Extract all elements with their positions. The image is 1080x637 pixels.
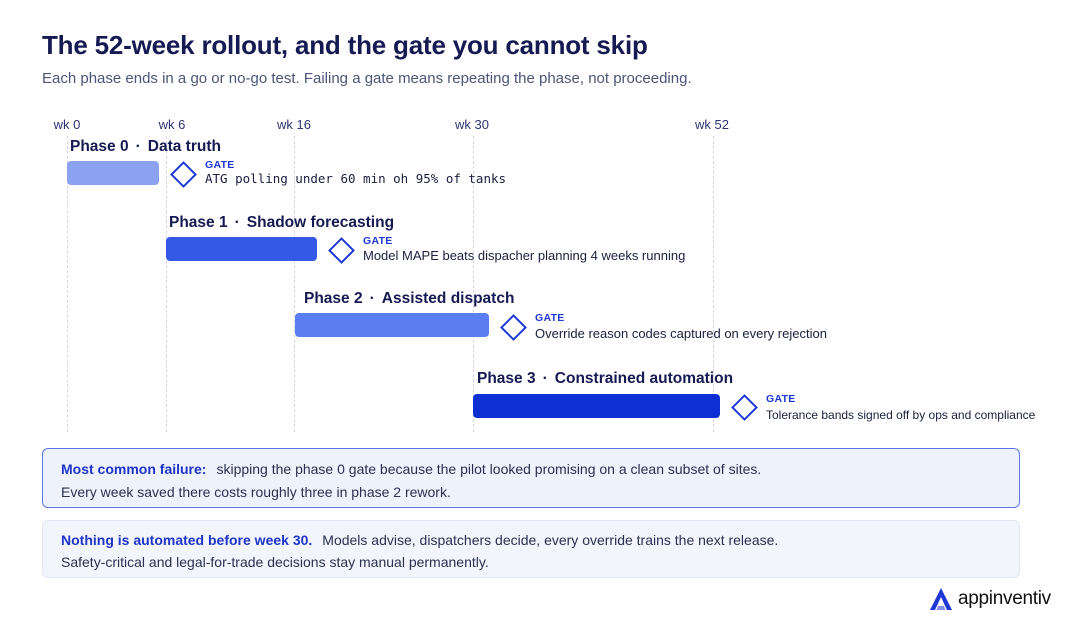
page-title: The 52-week rollout, and the gate you cannot skip [42, 30, 648, 60]
automation-callout-line-2: Safety-critical and legal-for-trade decisions stay manual permanently. [61, 554, 489, 570]
phase-0-bar [67, 161, 159, 185]
phase-3-gate-tag: GATE [766, 393, 796, 405]
phase-3-title: Phase 3 · Constrained automation [477, 370, 734, 387]
phase-2-gate-tag: GATE [535, 312, 565, 324]
phase-1-bar [166, 237, 317, 261]
phase-2-gate-diamond-icon [500, 314, 527, 341]
week-label-6: wk 6 [158, 117, 186, 132]
phase-0-gate-diamond-icon [170, 161, 197, 188]
phase-2-title: Phase 2 · Assisted dispatch [304, 290, 515, 307]
phase-3-gate-text: Tolerance bands signed off by ops and compliance [766, 408, 1036, 422]
phase-1-gate-tag: GATE [363, 235, 393, 247]
brand-name: appinventiv [958, 588, 1051, 609]
brand-logo [928, 586, 1051, 612]
failure-callout [42, 448, 1020, 508]
week-label-16: wk 16 [277, 117, 311, 132]
week-gridline-6 [166, 136, 167, 432]
automation-callout-line-1 [61, 532, 778, 548]
phase-2-gate-text: Override reason codes captured on every rejection [535, 326, 827, 341]
automation-callout [42, 520, 1020, 578]
phase-1-title: Phase 1 · Shadow forecasting [169, 214, 395, 231]
week-label-52: wk 52 [695, 117, 729, 132]
phase-0-gate-tag: GATE [205, 159, 235, 171]
week-label-30: wk 30 [455, 117, 489, 132]
automation-callout-text: Models advise, dispatchers decide, every override trains the next release. [322, 532, 779, 548]
failure-callout-label: Most common failure: [61, 461, 207, 477]
page-subtitle: Each phase ends in a go or no-go test. Failing a gate means repeating the phase, not proceeding. [42, 70, 692, 87]
phase-3-bar [473, 394, 720, 418]
phase-2-bar [295, 313, 489, 337]
phase-1-gate-diamond-icon [328, 237, 355, 264]
failure-callout-text: skipping the phase 0 gate because the pilot looked promising on a clean subset of sites. [216, 461, 762, 477]
automation-callout-label: Nothing is automated before week 30. [61, 532, 313, 548]
phase-0-title: Phase 0 · Data truth [70, 138, 221, 155]
phase-3-gate-diamond-icon [731, 394, 758, 421]
appinventiv-logo-icon [928, 586, 954, 612]
phase-0-gate-text: ATG polling under 60 min oh 95% of tanks [205, 171, 507, 186]
failure-callout-line-2: Every week saved there costs roughly three in phase 2 rework. [61, 484, 451, 500]
week-label-0: wk 0 [53, 117, 81, 132]
phase-1-gate-text: Model MAPE beats dispacher planning 4 weeks running [363, 248, 686, 263]
failure-callout-line-1 [61, 461, 761, 477]
